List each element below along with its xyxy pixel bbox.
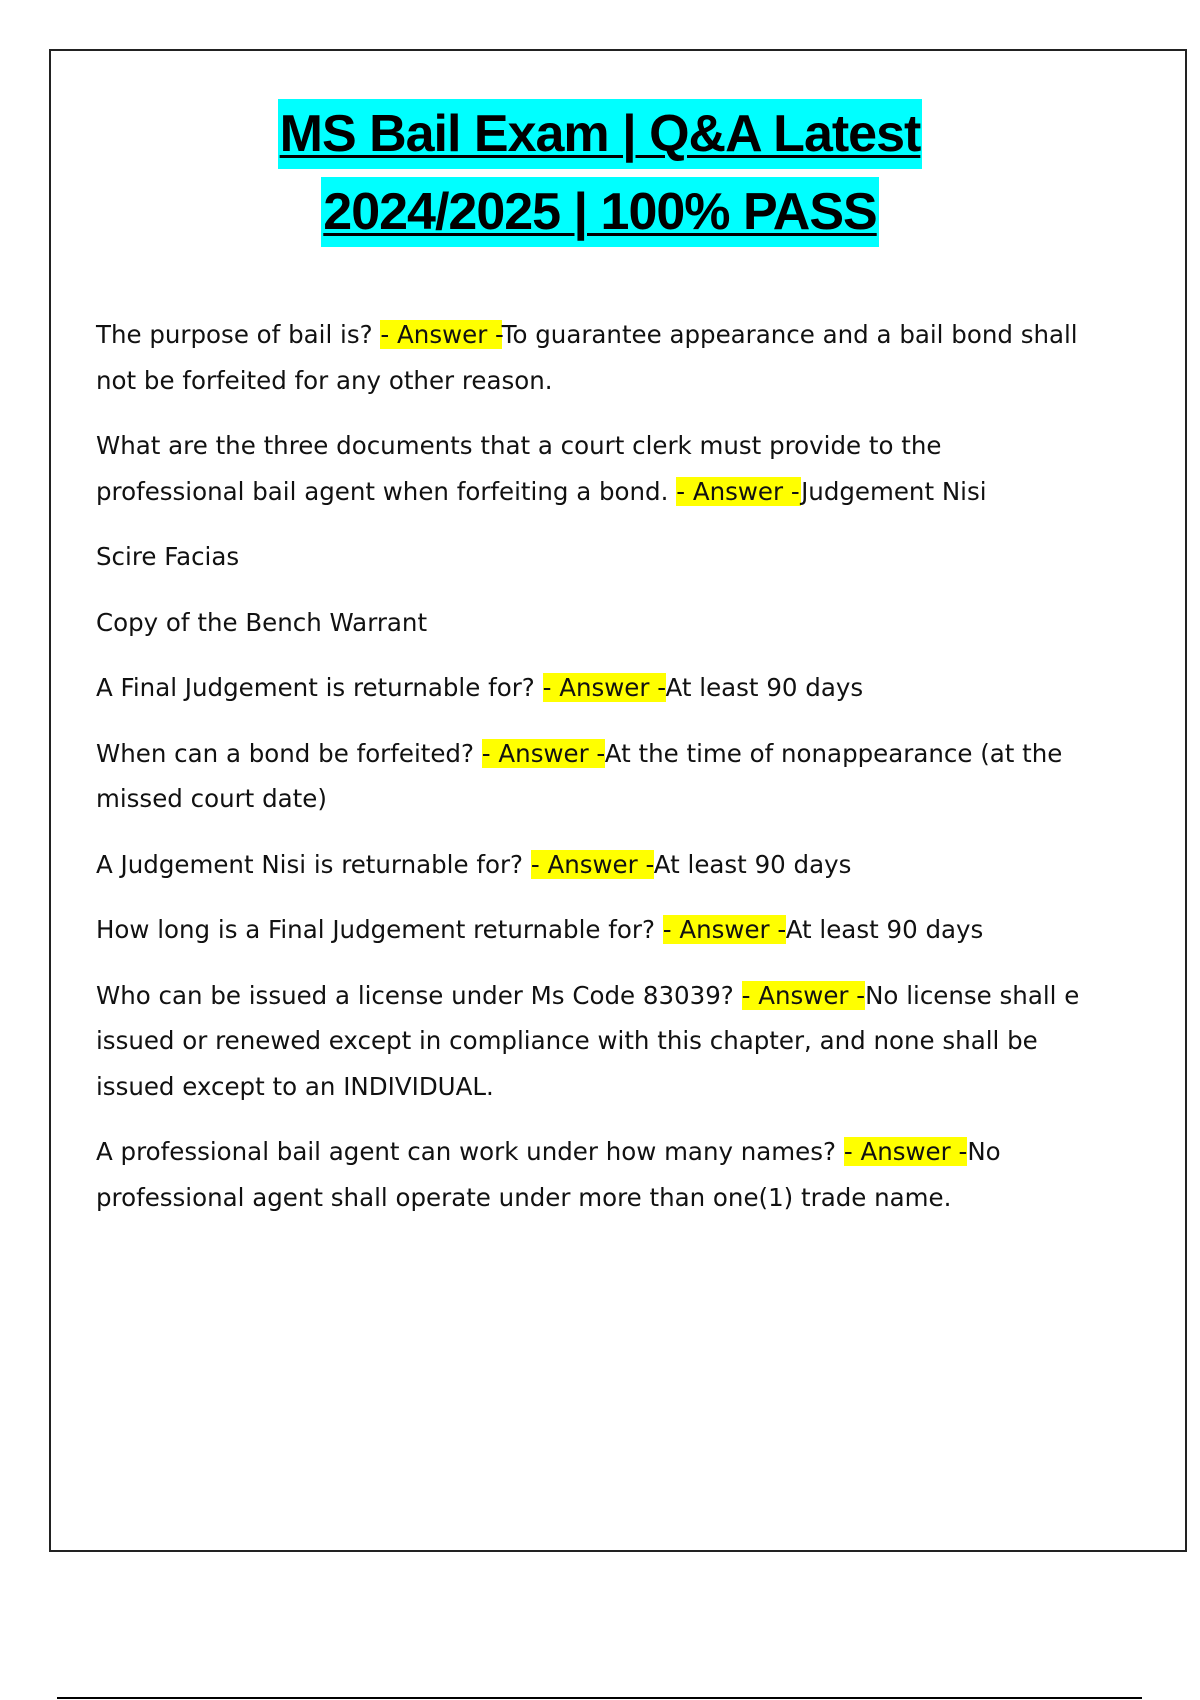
answer-text: At least 90 days bbox=[653, 849, 852, 879]
question-text: When can a bond be forfeited? bbox=[96, 738, 482, 768]
qa-item bbox=[96, 731, 1086, 822]
answer-marker: - Answer - bbox=[741, 980, 866, 1010]
title-line-1: MS Bail Exam | Q&A Latest bbox=[278, 99, 923, 169]
qa-continuation: Copy of the Bench Warrant bbox=[96, 607, 428, 637]
qa-item bbox=[96, 423, 1086, 514]
question-text: How long is a Final Judgement returnable for? bbox=[96, 915, 663, 944]
answer-marker: - Answer - bbox=[676, 476, 802, 506]
answer-text: To guarantee appearance and a bail bond shall not be forfeited for any other reason. bbox=[96, 320, 1078, 395]
question-text: A Judgement Nisi is returnable for? bbox=[96, 849, 531, 879]
answer-text: At least 90 days bbox=[785, 915, 984, 944]
question-text: What are the three documents that a court clerk must provide to the professional bail agent when forfeiting a bond. bbox=[96, 431, 942, 506]
answer-text: Judgement Nisi bbox=[801, 476, 987, 506]
question-text: A Final Judgement is returnable for? bbox=[96, 673, 543, 702]
answer-marker: - Answer - bbox=[530, 849, 654, 879]
qa-continuation: Scire Facias bbox=[96, 542, 240, 571]
qa-item bbox=[96, 1129, 1086, 1220]
qa-item bbox=[96, 312, 1086, 403]
document-title bbox=[0, 95, 1200, 251]
next-page-edge bbox=[57, 1697, 1142, 1699]
answer-text: No license shall e issued or renewed except in compliance with this chapter, and none shall be issued except to an INDIVIDUAL. bbox=[96, 980, 1080, 1101]
question-text: The purpose of bail is? bbox=[96, 320, 381, 349]
qa-item bbox=[96, 665, 1086, 711]
qa-list bbox=[96, 312, 1086, 1240]
answer-text: At least 90 days bbox=[665, 673, 864, 702]
title-line-2: 2024/2025 | 100% PASS bbox=[321, 177, 878, 247]
qa-item bbox=[96, 973, 1086, 1110]
qa-item bbox=[96, 907, 1086, 953]
question-text: A professional bail agent can work under how many names? bbox=[96, 1137, 844, 1166]
answer-marker: - Answer - bbox=[662, 915, 786, 944]
answer-marker: - Answer - bbox=[843, 1137, 968, 1166]
question-text: Who can be issued a license under Ms Code 83039? bbox=[96, 980, 742, 1010]
answer-text: No professional agent shall operate under more than one(1) trade name. bbox=[96, 1137, 1001, 1212]
answer-marker: - Answer - bbox=[542, 673, 666, 702]
answer-marker: - Answer - bbox=[481, 738, 605, 768]
answer-text: At the time of nonappearance (at the missed court date) bbox=[96, 738, 1063, 813]
qa-item bbox=[96, 842, 1086, 888]
answer-marker: - Answer - bbox=[380, 320, 502, 349]
